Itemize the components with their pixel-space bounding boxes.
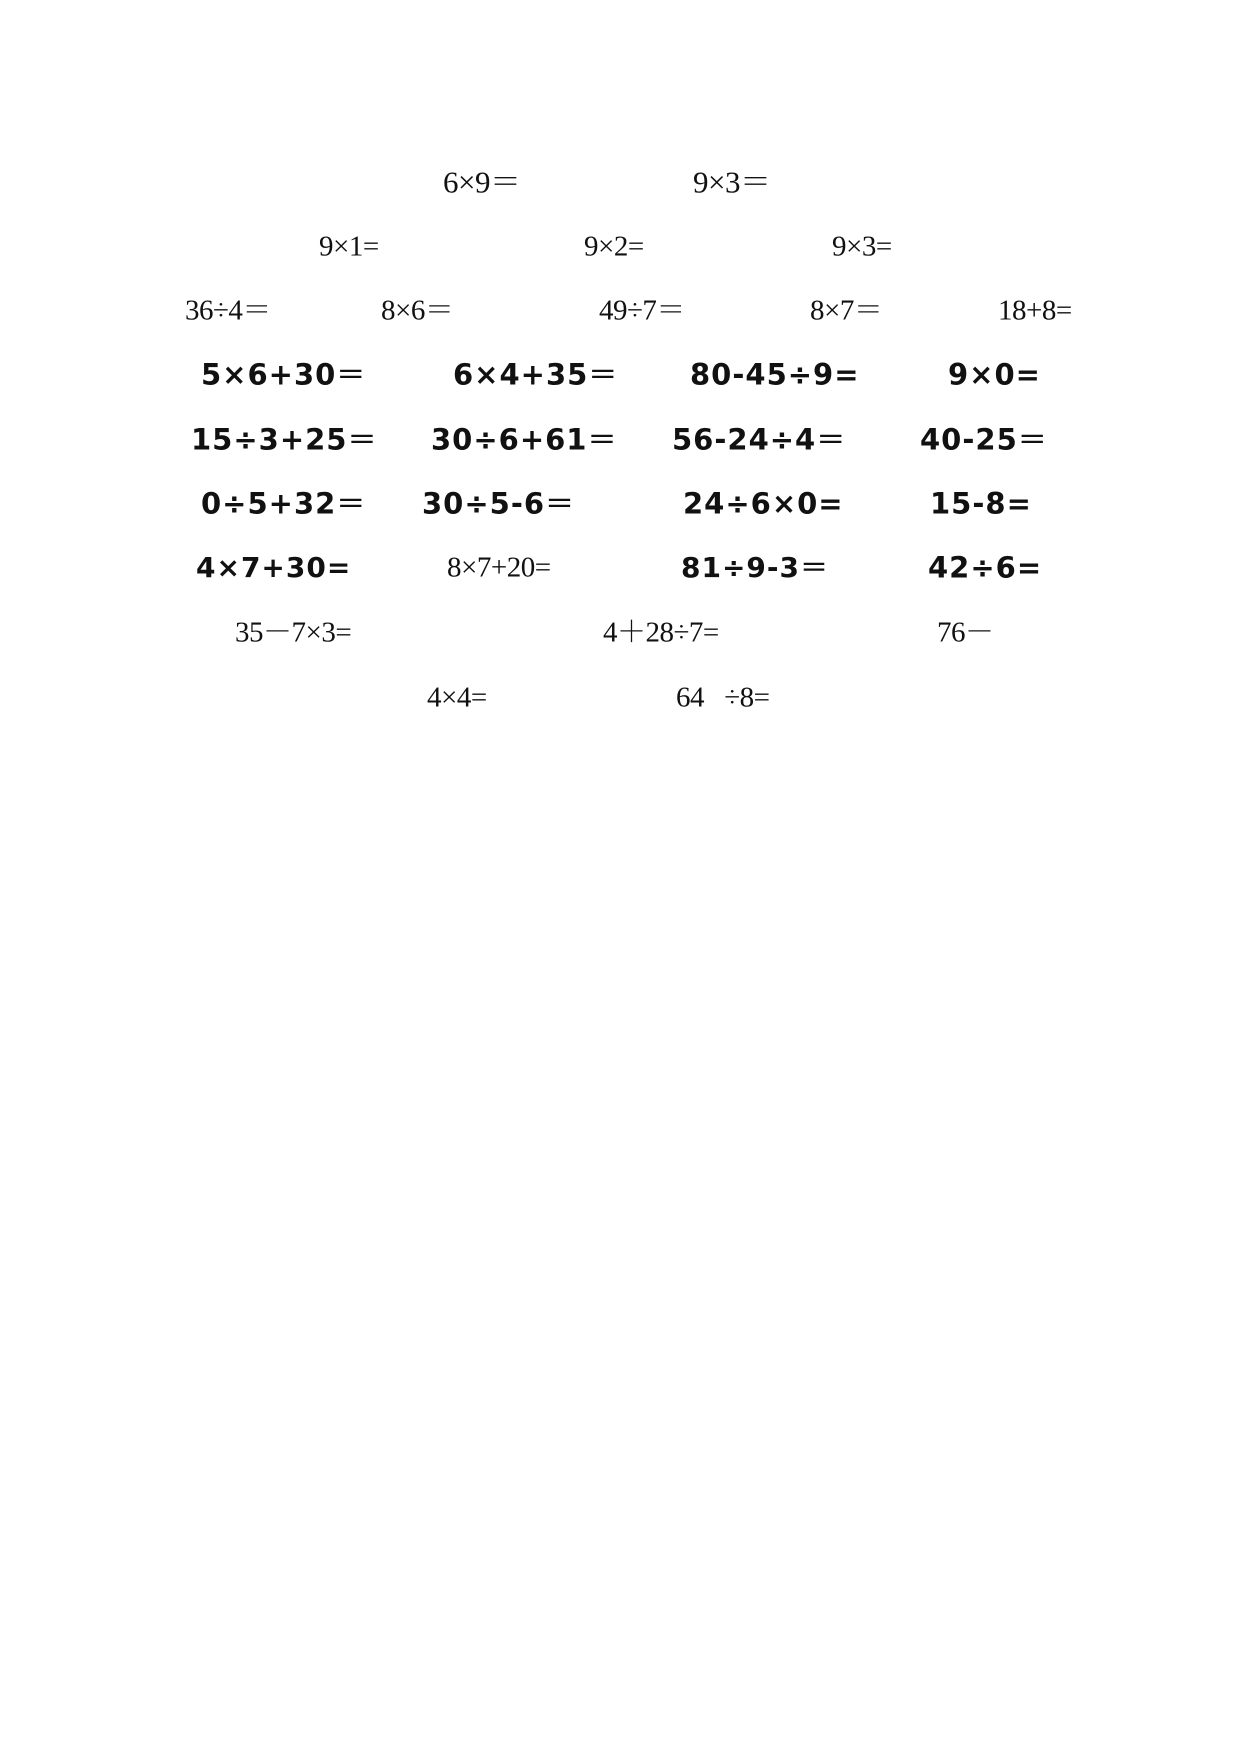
equation: 76－ [937,616,994,649]
equation: 64 ÷8= [676,681,770,714]
equation: 8×6＝ [381,294,454,327]
equation: 6×4+35＝ [453,357,619,392]
equation: 42÷6= [928,550,1043,585]
equation: 49÷7＝ [599,294,685,327]
equation: 40-25＝ [920,422,1048,457]
equation: 8×7＝ [810,294,883,327]
equation: 9×3＝ [693,164,771,200]
equation: 8×7+20= [447,551,551,584]
equation: 35－7×3= [235,616,352,649]
equation: 36÷4＝ [185,294,271,327]
equation: 24÷6×0= [683,486,844,521]
equation: 4×4= [427,681,487,714]
equation: 30÷5-6＝ [422,486,576,521]
equation: 30÷6+61＝ [431,422,618,457]
equation: 4×7+30= [196,551,352,584]
equation: 9×0= [948,357,1041,392]
equation: 56-24÷4＝ [672,422,847,457]
equation: 9×2= [584,230,644,263]
equation: 0÷5+32＝ [201,486,367,521]
equation: 5×6+30＝ [201,357,367,392]
equation: 15-8= [930,486,1032,521]
equation: 18+8= [998,294,1072,327]
equation: 9×3= [832,230,892,263]
equation: 80-45÷9= [690,357,860,392]
equation: 6×9＝ [443,164,521,200]
equation: 9×1= [319,230,379,263]
equation: 15÷3+25＝ [191,422,378,457]
equation: 4＋28÷7= [603,616,719,649]
equation: 81÷9-3＝ [681,551,830,584]
